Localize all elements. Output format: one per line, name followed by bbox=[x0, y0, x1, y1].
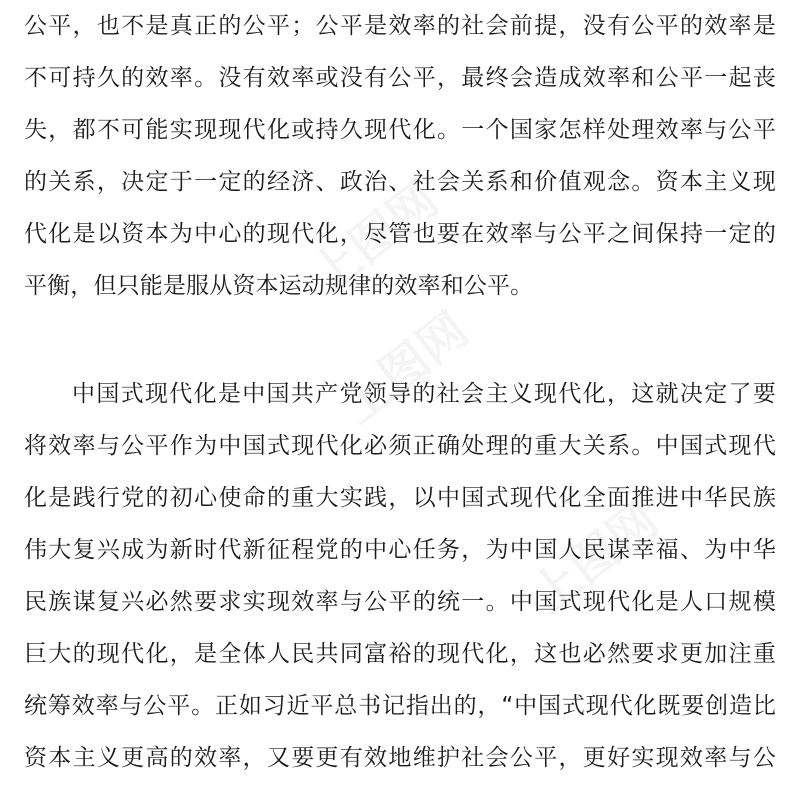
text-line: 平衡，但只能是服从资本运动规律的效率和公平。 bbox=[24, 273, 534, 299]
text-line: 中国式现代化是中国共产党领导的社会主义现代化，这就决定了要 bbox=[72, 381, 776, 407]
watermark: 上图网 bbox=[300, 171, 449, 305]
text-line: 化是践行党的初心使命的重大实践，以中国式现代化全面推进中华民族 bbox=[24, 485, 776, 511]
text-line: 资本主义更高的效率，又要更有效地维护社会公平，更好实现效率与公 bbox=[24, 745, 776, 771]
text-line: 巨大的现代化，是全体人民共同富裕的现代化，这也必然要求更加注重 bbox=[24, 641, 776, 667]
text-line: 失，都不可能实现现代化或持久现代化。一个国家怎样处理效率与公平 bbox=[24, 117, 776, 143]
text-line: 的关系，决定于一定的经济、政治、社会关系和价值观念。资本主义现 bbox=[24, 169, 776, 195]
watermark: 上图网 bbox=[330, 301, 479, 435]
text-line: 代化是以资本为中心的现代化，尽管也要在效率与公平之间保持一定的 bbox=[24, 221, 776, 247]
text-line: 公平，也不是真正的公平；公平是效率的社会前提，没有公平的效率是 bbox=[24, 13, 776, 39]
text-line: 不可持久的效率。没有效率或没有公平，最终会造成效率和公平一起丧 bbox=[24, 65, 776, 91]
text-line: 统筹效率与公平。正如习近平总书记指出的，“中国式现代化既要创造比 bbox=[24, 693, 776, 719]
text-line: 民族谋复兴必然要求实现效率与公平的统一。中国式现代化是人口规模 bbox=[24, 589, 776, 615]
watermark: 上图网 bbox=[520, 491, 669, 625]
text-line: 伟大复兴成为新时代新征程党的中心任务，为中国人民谋幸福、为中华 bbox=[24, 537, 776, 563]
text-line: 将效率与公平作为中国式现代化必须正确处理的重大关系。中国式现代 bbox=[24, 433, 776, 459]
